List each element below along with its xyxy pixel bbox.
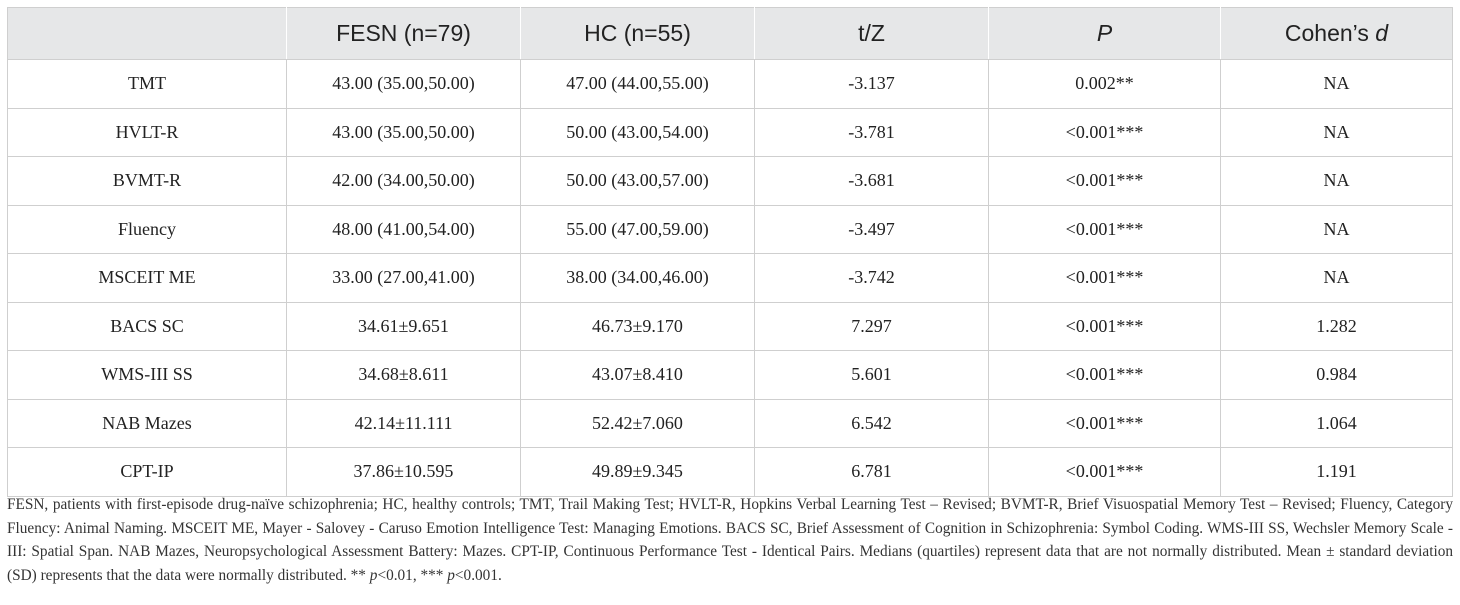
- table-footnote: [7, 493, 1453, 587]
- cell-t-z: 6.781: [755, 448, 989, 497]
- header-measure: [8, 8, 287, 60]
- footnote-text: FESN, patients with first-episode drug-naïve schizophrenia; HC, healthy controls; TMT, Trail Making Test; HVLT-R, Hopkins Verbal Learning Test – Revised; BVMT-R, Brief Visuospatial Memory Test – Revised; Fluency, Category Fluency: Animal Naming. MSCEIT ME, Mayer - Salovey - Caruso Emotion Intelligence Test: Managing Emotions. BACS SC, Brief Assessment of Cognition in Schizophrenia: Symbol Coding. WMS-III SS, Wechsler Memory Scale - III: Spatial Span. NAB Mazes, Neuropsychological Assessment Battery: Mazes. CPT-IP, Continuous Performance Test - Identical Pairs. Medians (quartiles) represent data that are not normally distributed. Mean ± standard deviation (SD) represents that the data were normally distributed.: [7, 496, 1453, 584]
- cell-measure: Fluency: [8, 205, 287, 254]
- cell-measure: NAB Mazes: [8, 399, 287, 448]
- header-hc: HC (n=55): [521, 8, 755, 60]
- table-row: [8, 302, 1453, 351]
- cell-cohens-d: 1.064: [1221, 399, 1453, 448]
- table-row: [8, 254, 1453, 303]
- cell-hc: 43.07±8.410: [521, 351, 755, 400]
- cell-p: 0.002**: [989, 60, 1221, 109]
- table-row: [8, 157, 1453, 206]
- cell-fesn: 42.00 (34.00,50.00): [287, 157, 521, 206]
- cell-hc: 49.89±9.345: [521, 448, 755, 497]
- cell-p: <0.001***: [989, 157, 1221, 206]
- cell-p: <0.001***: [989, 254, 1221, 303]
- cell-p: <0.001***: [989, 351, 1221, 400]
- table-row: [8, 351, 1453, 400]
- cell-p: <0.001***: [989, 205, 1221, 254]
- results-table-container: [7, 7, 1452, 497]
- cell-hc: 50.00 (43.00,57.00): [521, 157, 755, 206]
- cell-cohens-d: NA: [1221, 108, 1453, 157]
- cell-hc: 52.42±7.060: [521, 399, 755, 448]
- cell-p: <0.001***: [989, 108, 1221, 157]
- footnote-sig2-p: p: [447, 566, 455, 584]
- cell-hc: 55.00 (47.00,59.00): [521, 205, 755, 254]
- table-row: [8, 399, 1453, 448]
- cell-cohens-d: NA: [1221, 254, 1453, 303]
- cell-fesn: 43.00 (35.00,50.00): [287, 108, 521, 157]
- table-row: [8, 60, 1453, 109]
- cell-p: <0.001***: [989, 399, 1221, 448]
- cell-t-z: -3.742: [755, 254, 989, 303]
- cell-cohens-d: 1.191: [1221, 448, 1453, 497]
- cell-hc: 46.73±9.170: [521, 302, 755, 351]
- header-cohens-d: Cohen’s d: [1221, 8, 1453, 60]
- table-row: [8, 205, 1453, 254]
- cell-cohens-d: 0.984: [1221, 351, 1453, 400]
- cell-t-z: -3.497: [755, 205, 989, 254]
- table-row: [8, 108, 1453, 157]
- cell-measure: WMS-III SS: [8, 351, 287, 400]
- cell-fesn: 43.00 (35.00,50.00): [287, 60, 521, 109]
- cell-t-z: 5.601: [755, 351, 989, 400]
- cell-hc: 50.00 (43.00,54.00): [521, 108, 755, 157]
- cell-p: <0.001***: [989, 448, 1221, 497]
- cell-t-z: -3.137: [755, 60, 989, 109]
- cell-hc: 47.00 (44.00,55.00): [521, 60, 755, 109]
- footnote-sig1-stars: **: [350, 566, 370, 584]
- cell-fesn: 34.61±9.651: [287, 302, 521, 351]
- cell-measure: BACS SC: [8, 302, 287, 351]
- results-table: [7, 7, 1453, 497]
- cell-hc: 38.00 (34.00,46.00): [521, 254, 755, 303]
- cell-fesn: 34.68±8.611: [287, 351, 521, 400]
- cell-p: <0.001***: [989, 302, 1221, 351]
- cell-fesn: 42.14±11.111: [287, 399, 521, 448]
- cell-t-z: -3.681: [755, 157, 989, 206]
- cell-measure: MSCEIT ME: [8, 254, 287, 303]
- cell-measure: CPT-IP: [8, 448, 287, 497]
- table-row: [8, 448, 1453, 497]
- cell-cohens-d: 1.282: [1221, 302, 1453, 351]
- header-fesn: FESN (n=79): [287, 8, 521, 60]
- cell-t-z: 7.297: [755, 302, 989, 351]
- cell-cohens-d: NA: [1221, 205, 1453, 254]
- cell-fesn: 33.00 (27.00,41.00): [287, 254, 521, 303]
- header-t-z: t/Z: [755, 8, 989, 60]
- footnote-sig1-p: p: [369, 566, 378, 584]
- cell-fesn: 37.86±10.595: [287, 448, 521, 497]
- cell-measure: BVMT-R: [8, 157, 287, 206]
- cell-cohens-d: NA: [1221, 157, 1453, 206]
- footnote-sig2-stars: ***: [420, 566, 448, 584]
- cell-measure: TMT: [8, 60, 287, 109]
- cell-t-z: 6.542: [755, 399, 989, 448]
- cell-cohens-d: NA: [1221, 60, 1453, 109]
- cell-fesn: 48.00 (41.00,54.00): [287, 205, 521, 254]
- footnote-sig2-rest: <0.001.: [454, 566, 502, 584]
- cell-measure: HVLT-R: [8, 108, 287, 157]
- footnote-sig1-rest: <0.01,: [377, 566, 421, 584]
- cell-t-z: -3.781: [755, 108, 989, 157]
- header-p: P: [989, 8, 1221, 60]
- table-header-row: [8, 8, 1453, 60]
